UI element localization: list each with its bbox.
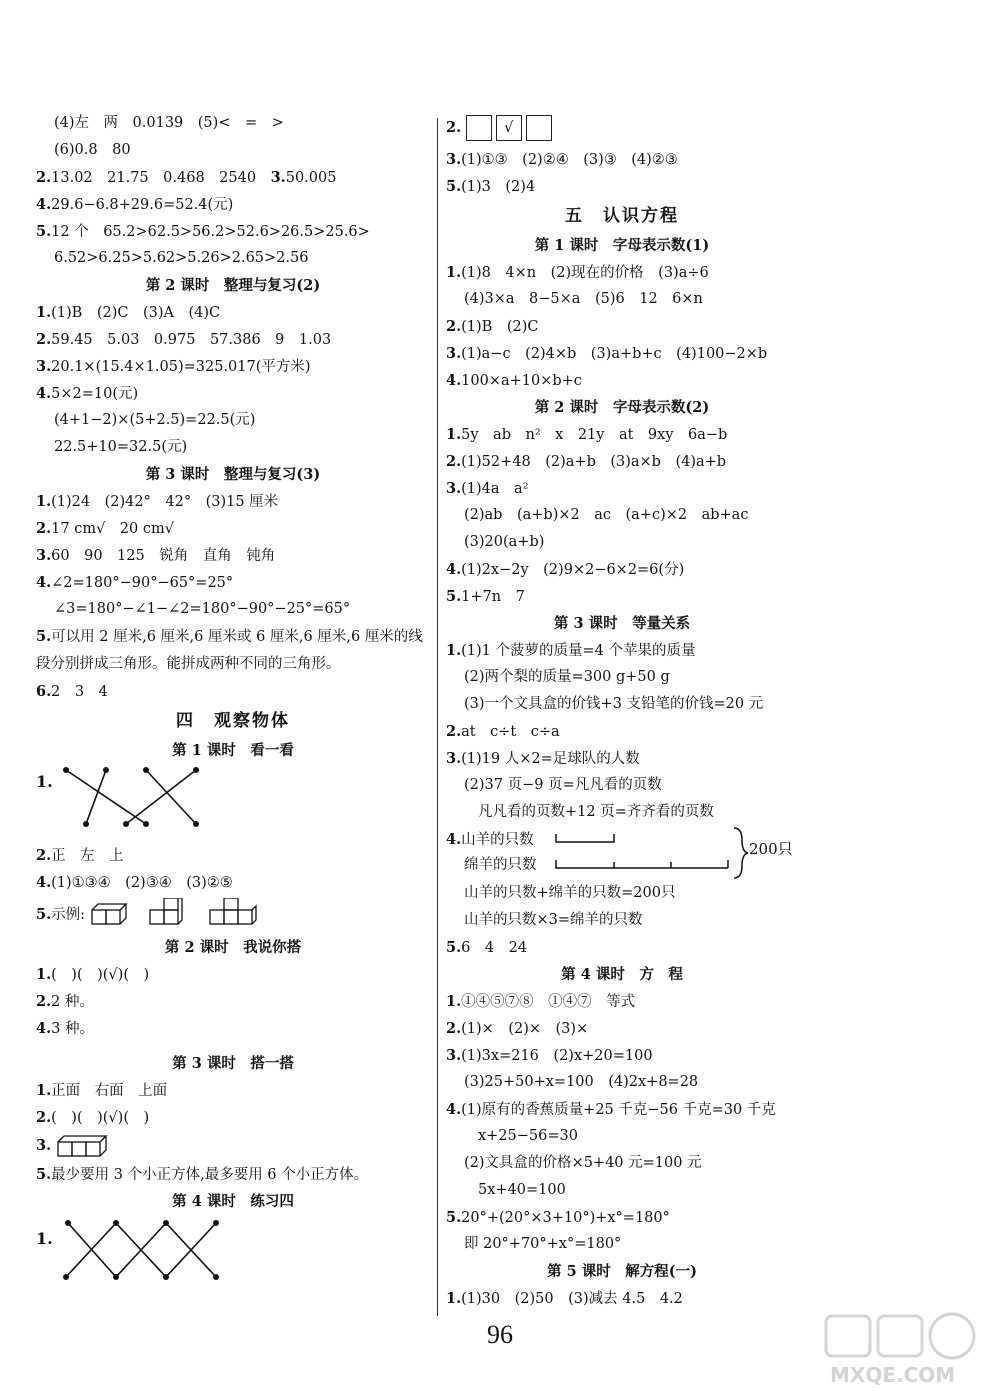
segment-bars-figure bbox=[554, 826, 764, 880]
answer-line: 2.13.02 21.75 0.468 2540 3.50.005 bbox=[36, 169, 337, 186]
answer-line: 22.5+10=32.5(元) bbox=[54, 439, 188, 455]
answer-box bbox=[466, 115, 492, 141]
answer-line: (3)25+50+x=100 (4)2x+8=28 bbox=[464, 1074, 699, 1090]
answer-line: 4.100×a+10×b+c bbox=[446, 372, 582, 389]
right-column bbox=[446, 110, 798, 1312]
answer-box-checked: √ bbox=[496, 115, 522, 141]
answer-line: 2.(1)× (2)× (3)× bbox=[446, 1020, 589, 1037]
answer-line: 4.5×2=10(元) bbox=[36, 385, 139, 402]
answer-line: 4.3 种。 bbox=[36, 1020, 94, 1037]
lesson-heading: 第 2 课时 整理与复习(2) bbox=[145, 277, 321, 294]
answer-line: 2. √ bbox=[446, 110, 798, 146]
answer-line: 2.(1)52+48 (2)a+b (3)a×b (4)a+b bbox=[446, 453, 727, 470]
section-heading: 五 认识方程 bbox=[565, 206, 679, 226]
answer-line: 2.正 左 上 bbox=[36, 847, 124, 864]
answer-line: 1.(1)8 4×n (2)现在的价格 (3)a÷6 bbox=[446, 264, 709, 281]
answer-line: 2.59.45 5.03 0.975 57.386 9 1.03 bbox=[36, 331, 332, 348]
answer-line: 2.17 cm√ 20 cm√ bbox=[36, 520, 174, 537]
answer-line: (2)两个梨的质量=300 g+50 g bbox=[464, 669, 670, 685]
matching-lines-figure bbox=[56, 764, 236, 834]
answer-line: (2)文具盒的价格×5+40 元=100 元 bbox=[464, 1155, 702, 1171]
answer-line: 5.6 4 24 bbox=[446, 939, 528, 956]
answer-line: (4)左 两 0.0139 (5)< = > bbox=[54, 115, 284, 131]
answer-line: (4+1−2)×(5+2.5)=22.5(元) bbox=[54, 412, 256, 428]
sheep-label: 绵羊的只数 bbox=[464, 857, 537, 873]
answer-line: 2.2 种。 bbox=[36, 993, 94, 1010]
answer-line: 1.(1)1 个菠萝的质量=4 个苹果的质量 bbox=[446, 642, 696, 659]
answer-line: 1.5y ab n² x 21y at 9xy 6a−b bbox=[446, 426, 728, 443]
lesson-heading: 第 3 课时 等量关系 bbox=[553, 615, 691, 632]
matching-figure: 1. bbox=[36, 1215, 430, 1293]
answer-line: 3.(1)①③ (2)②④ (3)③ (4)②③ bbox=[446, 151, 678, 168]
answer-line: (2)ab (a+b)×2 ac (a+c)×2 ab+ac bbox=[464, 507, 749, 523]
section-heading: 四 观察物体 bbox=[176, 711, 290, 731]
answer-line: 山羊的只数+绵羊的只数=200只 bbox=[464, 885, 676, 901]
answer-line: 5x+40=100 bbox=[478, 1182, 566, 1198]
lesson-heading: 第 4 课时 方 程 bbox=[561, 966, 683, 983]
answer-line: 1.正面 右面 上面 bbox=[36, 1082, 168, 1099]
answer-line: 1.(1)30 (2)50 (3)减去 4.5 4.2 bbox=[446, 1290, 683, 1307]
answer-line: 6.2 3 4 bbox=[36, 683, 108, 700]
answer-line: 2.(1)B (2)C bbox=[446, 318, 539, 335]
matching-figure: 1. bbox=[36, 764, 430, 842]
answer-line: (6)0.8 80 bbox=[54, 142, 131, 158]
answer-line: 3.(1)a−c (2)4×b (3)a+b+c (4)100−2×b bbox=[446, 345, 768, 362]
answer-line: 山羊的只数×3=绵羊的只数 bbox=[464, 912, 643, 928]
column-divider bbox=[437, 118, 438, 1316]
lesson-heading: 第 3 课时 整理与复习(3) bbox=[145, 466, 321, 483]
answer-line: 5.最少要用 3 个小正方体,最多要用 6 个小正方体。 bbox=[36, 1166, 369, 1183]
answer-line: (4)3×a 8−5×a (5)6 12 6×n bbox=[464, 291, 703, 307]
answer-line: 凡凡看的页数+12 页=齐齐看的页数 bbox=[478, 804, 714, 820]
svg-text:MXQE.COM: MXQE.COM bbox=[830, 1363, 956, 1387]
lesson-heading: 第 2 课时 字母表示数(2) bbox=[534, 399, 710, 416]
answer-line: x+25−56=30 bbox=[478, 1128, 578, 1144]
answer-line: 1.(1)B (2)C (3)A (4)C bbox=[36, 304, 221, 321]
answer-line: (2)37 页−9 页=凡凡看的页数 bbox=[464, 777, 662, 793]
matching-lines-figure bbox=[56, 1215, 256, 1289]
answer-line: 1.①④⑤⑦⑧ ①④⑦ 等式 bbox=[446, 993, 636, 1010]
lesson-heading: 第 3 课时 搭一搭 bbox=[172, 1055, 294, 1072]
answer-line: 3.(1)19 人×2=足球队的人数 bbox=[446, 750, 640, 767]
answer-line: 5.(1)3 (2)4 bbox=[446, 178, 536, 195]
answer-line: (3)一个文具盒的价钱+3 支铅笔的价钱=20 元 bbox=[464, 696, 764, 712]
answer-line: 即 20°+70°+x°=180° bbox=[464, 1236, 622, 1252]
answer-line: 4.(1)2x−2y (2)9×2−6×2=6(分) bbox=[446, 561, 685, 578]
total-label: 200只 bbox=[749, 840, 793, 858]
lesson-heading: 第 4 课时 练习四 bbox=[172, 1193, 294, 1210]
answer-line: 3. bbox=[36, 1131, 430, 1161]
answer-line: 4.∠2=180°−90°−65°=25° bbox=[36, 574, 234, 591]
watermark-logo bbox=[820, 1310, 990, 1390]
lesson-heading: 第 5 课时 解方程(一) bbox=[547, 1263, 697, 1280]
answer-line: 1.(1)24 (2)42° 42° (3)15 厘米 bbox=[36, 493, 279, 510]
answer-line: 5.20°+(20°×3+10°)+x°=180° bbox=[446, 1209, 670, 1226]
answer-line: ∠3=180°−∠1−∠2=180°−90°−25°=65° bbox=[54, 601, 351, 617]
answer-line: 5.12 个 65.2>62.5>56.2>52.6>26.5>25.6> bbox=[36, 223, 370, 240]
answer-line: 5.1+7n 7 bbox=[446, 588, 525, 605]
page-number: 96 bbox=[487, 1320, 513, 1349]
answer-line: 3.(1)3x=216 (2)x+20=100 bbox=[446, 1047, 653, 1064]
answer-box bbox=[526, 115, 552, 141]
lesson-heading: 第 1 课时 看一看 bbox=[172, 742, 294, 759]
goat-label: 山羊的只数 bbox=[461, 832, 534, 848]
left-column bbox=[36, 110, 430, 1293]
answer-line: 1.( )( )(√)( ) bbox=[36, 966, 150, 983]
answer-line: 4.(1)①③④ (2)③④ (3)②⑤ bbox=[36, 874, 233, 891]
segment-diagram: 4.山羊的只数 绵羊的只数 200只 bbox=[446, 826, 798, 880]
answer-line: 2.at c÷t c÷a bbox=[446, 723, 560, 740]
lesson-heading: 第 2 课时 我说你搭 bbox=[164, 939, 302, 956]
answer-line: 2.( )( )(√)( ) bbox=[36, 1109, 150, 1126]
answer-line: (3)20(a+b) bbox=[464, 534, 545, 550]
answer-line: 5.可以用 2 厘米,6 厘米,6 厘米或 6 厘米,6 厘米,6 厘米的线段分别拼成三角形。能拼成两种不同的三角形。 bbox=[36, 628, 423, 672]
answer-line: 3.20.1×(15.4×1.05)=325.017(平方米) bbox=[36, 358, 311, 375]
answer-line: 5.示例: bbox=[36, 896, 430, 934]
cube-row-figure bbox=[56, 1134, 136, 1158]
answer-line: 4.29.6−6.8+29.6=52.4(元) bbox=[36, 196, 234, 213]
answer-line: 3.(1)4a a² bbox=[446, 480, 529, 497]
answer-line: 3.60 90 125 锐角 直角 钝角 bbox=[36, 547, 276, 564]
answer-line: 6.52>6.25>5.62>5.26>2.65>2.56 bbox=[54, 250, 309, 266]
answer-line: 4.(1)原有的香蕉质量+25 千克−56 千克=30 千克 bbox=[446, 1101, 776, 1118]
cube-examples-figure bbox=[90, 898, 280, 932]
lesson-heading: 第 1 课时 字母表示数(1) bbox=[534, 237, 710, 254]
